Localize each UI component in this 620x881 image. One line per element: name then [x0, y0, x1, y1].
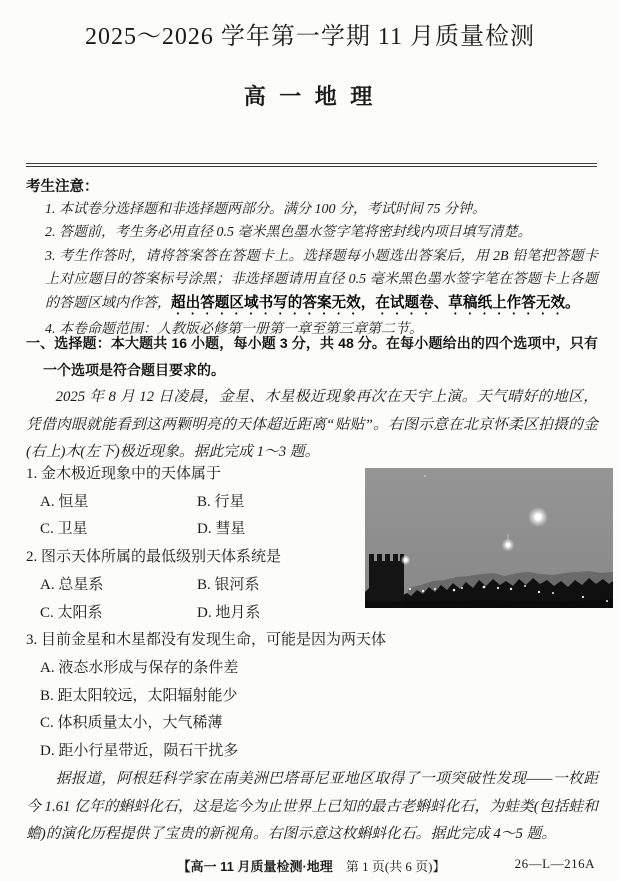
question-1-options-row-1: [26, 489, 371, 517]
question-2-stem: 2. 图示天体所属的最低级别天体系统是: [26, 549, 282, 566]
question-1: [26, 461, 371, 544]
night-sky-photo: [365, 468, 613, 608]
notice-item-4: 4. 本卷命题范围：人教版必修第一册第一章至第三章第二节。: [45, 321, 423, 337]
option-1b: B. 行星: [197, 493, 245, 510]
faint-star: [424, 475, 426, 477]
section-heading: 一、选择题：本大题共 16 小题，每小题 3 分，共 48 分。在每小题给出的四个选项中，只有一个选项是符合题目要求的。: [26, 335, 598, 378]
question-3-stem: 3. 目前金星和木星都没有发现生命，可能是因为两天体: [26, 632, 387, 649]
passage-tadpole-fossil: 据报道，阿根廷科学家在南美洲巴塔哥尼亚地区取得了一项突破性发现——一枚距今 1.61 亿年的蝌蚪化石，这是迄今为止世界上已知的最古老蝌蚪化石，为蛙类(包括蛙和蟾)的演化历程提供了宝贵的新视角。右图示意这枚蝌蚪化石。据此完成 4～5 题。: [26, 771, 598, 842]
option-3a: A. 液态水形成与保存的条件差: [40, 659, 239, 676]
jupiter-dot: [506, 543, 511, 548]
option-3b: B. 距太阳较远，太阳辐射能少: [40, 687, 238, 704]
page-title: 2025～2026 学年第一学期 11 月质量检测: [84, 24, 536, 50]
option-1c: C. 卫星: [40, 521, 88, 538]
option-2b: B. 银河系: [197, 576, 260, 593]
option-1a: A. 恒星: [40, 493, 89, 510]
notice-item-3-text: 3. 考生作答时，请将答案答在答题卡上。选择题每小题选出答案后，用 2B 铅笔把答题卡上对应题目的答案标号涂黑；非选择题请用直径 0.5 毫米黑色墨水签字笔在答题卡上各题的答题区域内作答，: [45, 248, 598, 311]
option-3c: C. 体积质量太小，大气稀薄: [40, 715, 223, 732]
option-2d: D. 地月系: [197, 604, 261, 621]
option-2a: A. 总星系: [40, 576, 104, 593]
page-footer: [26, 856, 597, 876]
footer-title-and-page: [26, 856, 597, 875]
notice-item-3-emphasis: 超出答题区域书写的答案无效，在试题卷、草稿纸上作答无效。: [171, 294, 580, 311]
question-1-options-row-2: [26, 516, 371, 544]
question-3: [26, 627, 598, 766]
notice-heading: 考生注意：: [26, 179, 99, 195]
question-1-stem: 1. 金木极近现象中的天体属于: [26, 466, 222, 482]
passage-planet-conjunction: 2025 年 8 月 12 日凌晨，金星、木星极近现象再次在天宇上演。天气晴好的地区，凭借肉眼就能看到这两颗明亮的天体超近距离“贴贴”。右图示意在北京怀柔区拍摄的金(右上)木(左下)极近现象。据此完成 1～3 题。: [26, 389, 598, 460]
notice-item-2: 2. 答题前，考生务必用直径 0.5 毫米黑色墨水签字笔将密封线内项目填写清楚。: [45, 225, 532, 241]
question-2-options-row-2: [26, 600, 371, 628]
subject-title: 高 一 地 理: [243, 84, 377, 109]
question-2: [26, 544, 371, 627]
notice-item-3: [45, 245, 598, 318]
watchtower-silhouette: [365, 554, 404, 608]
header-divider: [26, 163, 597, 167]
option-2c: C. 太阳系: [40, 604, 103, 621]
question-2-options-row-1: [26, 572, 371, 600]
footer-code: 26—L—216A: [514, 856, 595, 871]
option-1d: D. 彗星: [197, 521, 246, 538]
notice-item-1: 1. 本试卷分选择题和非选择题两部分。满分 100 分，考试时间 75 分钟。: [45, 202, 486, 217]
option-3d: D. 距小行星带近，陨石干扰多: [40, 743, 239, 760]
footer-doc-title: 【高一 11 月质量检测·地理: [177, 859, 333, 874]
venus-dot: [534, 513, 541, 520]
tower-light: [404, 558, 408, 562]
footer-page-number: 第 1 页(共 6 页)】: [332, 859, 446, 874]
notice-section: [26, 176, 598, 341]
